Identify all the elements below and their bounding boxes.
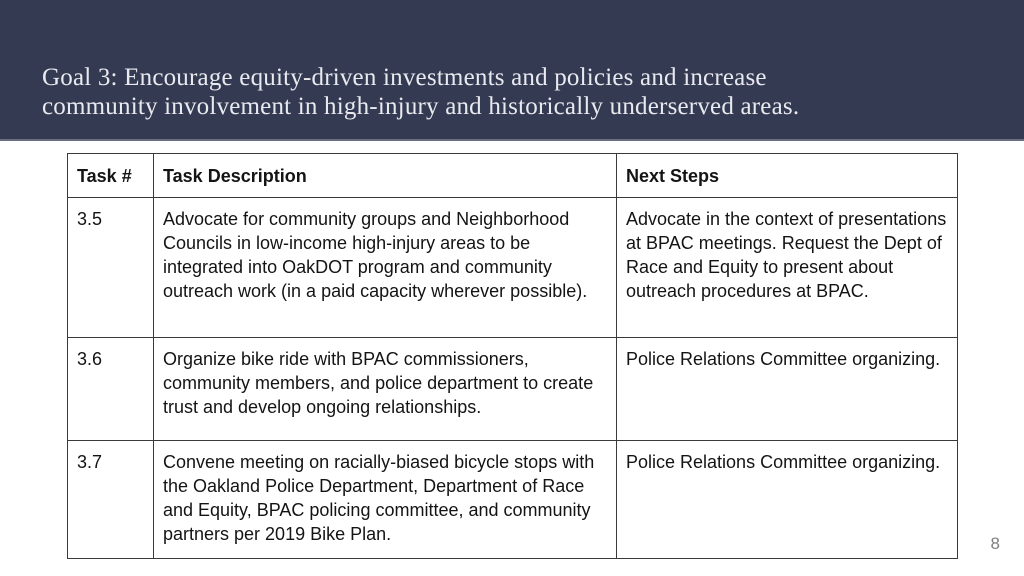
task-table xyxy=(67,153,958,559)
header-task-number: Task # xyxy=(68,154,154,198)
cell-next-steps: Advocate in the context of presentations at BPAC meetings. Request the Dept of Race and Equity to present about outreach procedures at BPAC. xyxy=(617,198,958,338)
cell-task-number: 3.7 xyxy=(68,441,154,559)
cell-next-steps: Police Relations Committee organizing. xyxy=(617,338,958,441)
table-row xyxy=(68,441,958,559)
cell-task-number: 3.5 xyxy=(68,198,154,338)
table-row xyxy=(68,338,958,441)
slide-title-line-2: community involvement in high-injury and historically underserved areas. xyxy=(42,93,800,120)
header-next-steps: Next Steps xyxy=(617,154,958,198)
table-header-row xyxy=(68,154,958,198)
page-number: 8 xyxy=(990,534,1000,553)
table-row xyxy=(68,198,958,338)
cell-task-number: 3.6 xyxy=(68,338,154,441)
slide-title-line-1: Goal 3: Encourage equity-driven investments and policies and increase xyxy=(42,64,767,91)
cell-next-steps: Police Relations Committee organizing. xyxy=(617,441,958,559)
slide-title xyxy=(42,63,942,121)
cell-task-description: Convene meeting on racially-biased bicycle stops with the Oakland Police Department, Department of Race and Equity, BPAC policing committee, and community partners per 2019 Bike Plan. xyxy=(154,441,617,559)
header-task-description: Task Description xyxy=(154,154,617,198)
cell-task-description: Advocate for community groups and Neighborhood Councils in low-income high-injury areas to be integrated into OakDOT program and community outreach work (in a paid capacity wherever possible). xyxy=(154,198,617,338)
cell-task-description: Organize bike ride with BPAC commissioners, community members, and police department to create trust and develop ongoing relationships. xyxy=(154,338,617,441)
